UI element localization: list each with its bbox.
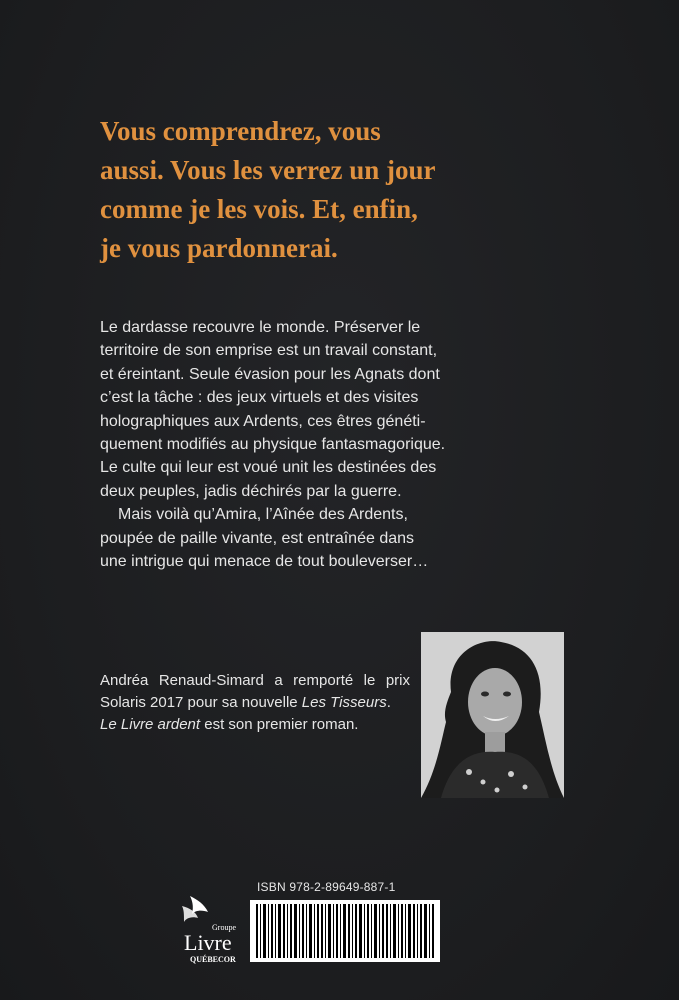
bio-text: Solaris 2017 pour sa nouvelle [100, 694, 302, 711]
publisher-name: Livre [184, 930, 232, 955]
quote-line: je vous pardonnerai. [100, 233, 338, 263]
author-bio [100, 670, 410, 736]
publisher-sub: QUÉBECOR [190, 955, 236, 964]
synopsis-line: deux peuples, jadis déchirés par la guerre. [100, 482, 402, 500]
bio-text: . [386, 694, 391, 711]
pull-quote [100, 112, 580, 268]
quote-line: Vous comprendrez, vous [100, 116, 381, 146]
synopsis-line: territoire de son emprise est un travail constant, [100, 342, 438, 360]
synopsis-line: quement modifiés au physique fantasmagorique. [100, 436, 446, 454]
barcode [250, 900, 440, 962]
quote-line: aussi. Vous les verrez un jour [100, 155, 436, 185]
author-portrait-image [421, 632, 564, 798]
quote-line: comme je les vois. Et, enfin, [100, 194, 418, 224]
bio-line [100, 692, 410, 714]
author-photo [421, 632, 564, 798]
bio-line [100, 714, 410, 736]
synopsis [100, 316, 570, 573]
book-title: Le Livre ardent [100, 716, 201, 733]
synopsis-line: holographiques aux Ardents, ces êtres généti- [100, 412, 426, 430]
synopsis-line: c’est la tâche : des jeux virtuels et des visites [100, 389, 419, 407]
bio-line: Andréa Renaud-Simard a remporté le prix [100, 672, 410, 689]
novella-title: Les Tisseurs [301, 694, 387, 711]
bio-text: est son premier roman. [200, 716, 359, 733]
synopsis-line: et éreintant. Seule évasion pour les Agnats dont [100, 365, 440, 383]
synopsis-line: Mais voilà qu’Amira, l’Aînée des Ardents, [118, 506, 408, 524]
synopsis-line: poupée de paille vivante, est entraînée dans [100, 529, 415, 547]
barcode-bars [250, 900, 440, 962]
publisher-group-label: Groupe [212, 923, 236, 932]
isbn-number: ISBN 978-2-89649-887-1 [257, 880, 396, 894]
synopsis-line: Le dardasse recouvre le monde. Préserver le [100, 319, 421, 336]
synopsis-line: une intrigue qui menace de tout bouleverser… [100, 553, 429, 571]
synopsis-line: Le culte qui leur est voué unit les destinées des [100, 459, 437, 477]
publisher-logo [168, 890, 248, 970]
